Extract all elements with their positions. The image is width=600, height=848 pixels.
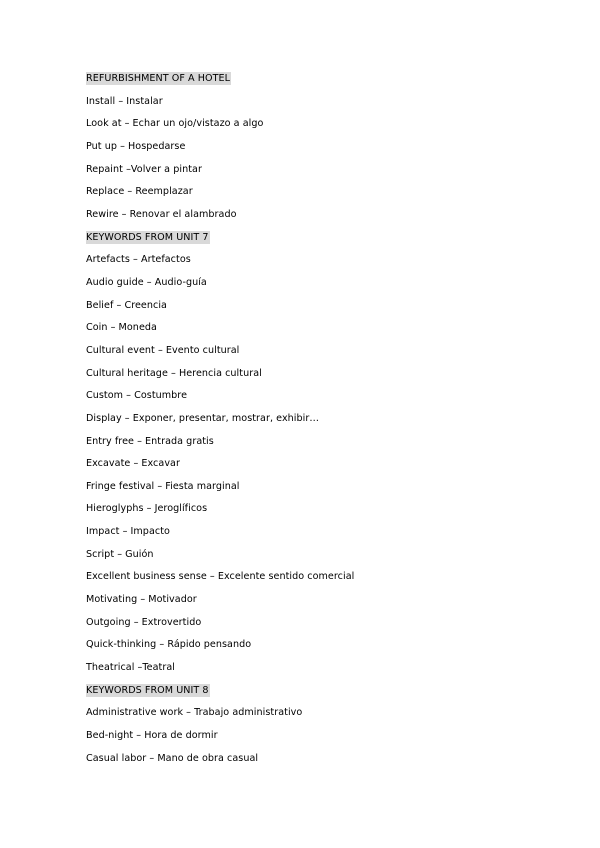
section-heading-text: KEYWORDS FROM UNIT 7 [86, 231, 209, 243]
vocabulary-entry [86, 638, 354, 661]
vocabulary-entry [86, 367, 354, 390]
vocabulary-entry-text: Display – Exponer, presentar, mostrar, exhibir… [86, 412, 320, 424]
vocabulary-entry [86, 706, 354, 729]
vocabulary-entry [86, 616, 354, 639]
vocabulary-entry-text: Look at – Echar un ojo/vistazo a algo [86, 118, 264, 130]
vocabulary-entry [86, 480, 354, 503]
vocabulary-entry [86, 548, 354, 571]
section-heading [86, 231, 354, 254]
vocabulary-entry [86, 502, 354, 525]
vocabulary-entry-text: Belief – Creencia [86, 299, 167, 311]
vocabulary-entry [86, 593, 354, 616]
vocabulary-entry-text: Bed-night – Hora de dormir [86, 730, 218, 742]
vocabulary-entry-text: Script – Guión [86, 548, 154, 560]
vocabulary-entry-text: Artefacts – Artefactos [86, 254, 191, 266]
vocabulary-entry [86, 570, 354, 593]
vocabulary-entry-text: Excellent business sense – Excelente sentido comercial [86, 571, 355, 583]
vocabulary-entry-text: Quick-thinking – Rápido pensando [86, 639, 252, 651]
vocabulary-entry-text: Repaint –Volver a pintar [86, 163, 202, 175]
section-heading [86, 684, 354, 707]
vocabulary-entry [86, 95, 354, 118]
vocabulary-entry [86, 661, 354, 684]
vocabulary-entry-text: Motivating – Motivador [86, 594, 197, 606]
vocabulary-entry-text: Put up – Hospedarse [86, 140, 186, 152]
vocabulary-entry-text: Impact – Impacto [86, 526, 170, 538]
vocabulary-entry [86, 752, 354, 775]
vocabulary-entry [86, 185, 354, 208]
vocabulary-entry [86, 729, 354, 752]
vocabulary-entry [86, 389, 354, 412]
section-heading-text: KEYWORDS FROM UNIT 8 [86, 684, 209, 696]
vocabulary-list [86, 72, 354, 774]
vocabulary-entry-text: Excavate – Excavar [86, 458, 180, 470]
section-heading-text: REFURBISHMENT OF A HOTEL [86, 73, 231, 84]
vocabulary-entry [86, 412, 354, 435]
vocabulary-entry [86, 253, 354, 276]
vocabulary-entry-text: Administrative work – Trabajo administrativo [86, 707, 303, 719]
vocabulary-entry-text: Cultural heritage – Herencia cultural [86, 367, 262, 379]
vocabulary-entry-text: Casual labor – Mano de obra casual [86, 752, 259, 764]
vocabulary-entry [86, 276, 354, 299]
vocabulary-entry [86, 525, 354, 548]
vocabulary-entry [86, 435, 354, 458]
vocabulary-entry [86, 163, 354, 186]
vocabulary-entry [86, 299, 354, 322]
vocabulary-entry-text: Theatrical –Teatral [86, 662, 175, 674]
vocabulary-entry [86, 344, 354, 367]
vocabulary-entry [86, 140, 354, 163]
vocabulary-entry-text: Outgoing – Extrovertido [86, 616, 202, 628]
vocabulary-entry [86, 457, 354, 480]
vocabulary-entry-text: Coin – Moneda [86, 322, 157, 334]
vocabulary-entry-text: Cultural event – Evento cultural [86, 344, 240, 356]
vocabulary-entry [86, 208, 354, 231]
vocabulary-entry-text: Replace – Reemplazar [86, 186, 193, 198]
vocabulary-entry-text: Install – Instalar [86, 95, 163, 107]
vocabulary-entry-text: Entry free – Entrada gratis [86, 435, 214, 447]
vocabulary-entry [86, 117, 354, 140]
section-heading [86, 72, 354, 95]
vocabulary-entry-text: Audio guide – Audio-guía [86, 276, 207, 288]
vocabulary-entry-text: Fringe festival – Fiesta marginal [86, 480, 240, 492]
vocabulary-entry [86, 321, 354, 344]
vocabulary-entry-text: Custom – Costumbre [86, 390, 188, 402]
vocabulary-entry-text: Hieroglyphs – Jeroglíficos [86, 503, 208, 515]
vocabulary-entry-text: Rewire – Renovar el alambrado [86, 208, 237, 220]
